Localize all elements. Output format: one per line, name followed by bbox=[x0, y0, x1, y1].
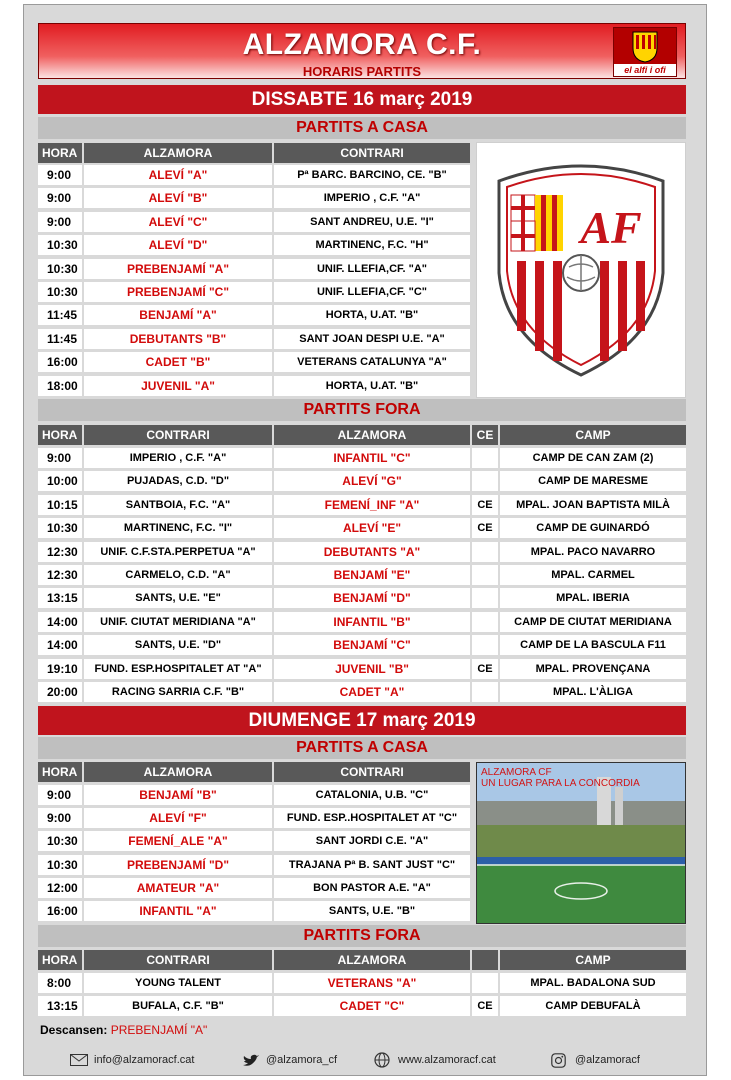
time-cell: 14:00 bbox=[38, 635, 82, 655]
time-cell: 10:30 bbox=[38, 282, 82, 302]
col-alzamora: ALZAMORA bbox=[84, 143, 272, 163]
alzamora-team-cell: JUVENIL "A" bbox=[84, 376, 272, 396]
time-cell: 13:15 bbox=[38, 588, 82, 608]
time-cell: 12:00 bbox=[38, 878, 82, 898]
opponent-cell: FUND. ESP.HOSPITALET AT "A" bbox=[84, 659, 272, 679]
alzamora-team-cell: INFANTIL "C" bbox=[274, 448, 470, 468]
venue-cell: MPAL. L'ÀLIGA bbox=[500, 682, 686, 702]
header-banner bbox=[38, 23, 686, 79]
alzamora-team-cell: CADET "A" bbox=[274, 682, 470, 702]
venue-cell: CAMP DEBUFALÀ bbox=[500, 996, 686, 1016]
col-alzamora: ALZAMORA bbox=[274, 425, 470, 445]
alzamora-team-cell: BENJAMÍ "D" bbox=[274, 588, 470, 608]
col-contrari: CONTRARI bbox=[84, 950, 272, 970]
club-crest-icon bbox=[477, 143, 685, 397]
opponent-cell: SANT JORDI C.E. "A" bbox=[274, 831, 470, 851]
ce-cell: CE bbox=[472, 996, 498, 1016]
col-alzamora: ALZAMORA bbox=[84, 762, 272, 782]
ce-cell bbox=[472, 588, 498, 608]
alzamora-team-cell: BENJAMÍ "B" bbox=[84, 785, 272, 805]
alzamora-team-cell: ALEVÍ "B" bbox=[84, 188, 272, 208]
col-camp: CAMP bbox=[500, 950, 686, 970]
ce-cell: CE bbox=[472, 495, 498, 515]
time-cell: 9:00 bbox=[38, 188, 82, 208]
venue-cell: CAMP DE GUINARDÓ bbox=[500, 518, 686, 538]
sunday-home-title: PARTITS A CASA bbox=[38, 737, 686, 759]
alzamora-team-cell: DEBUTANTS "B" bbox=[84, 329, 272, 349]
ce-cell bbox=[472, 635, 498, 655]
alzamora-team-cell: PREBENJAMÍ "A" bbox=[84, 259, 272, 279]
alzamora-team-cell: ALEVÍ "D" bbox=[84, 235, 272, 255]
photo-caption-line-2: UN LUGAR PARA LA CONCORDIA bbox=[481, 778, 640, 789]
twitter-icon bbox=[242, 1054, 260, 1068]
alzamora-team-cell: FEMENÍ_ALE "A" bbox=[84, 831, 272, 851]
time-cell: 10:30 bbox=[38, 518, 82, 538]
alzamora-team-cell: INFANTIL "B" bbox=[274, 612, 470, 632]
opponent-cell: MARTINENC, F.C. "I" bbox=[84, 518, 272, 538]
opponent-cell: SANTS, U.E. "B" bbox=[274, 901, 470, 921]
svg-text:AF: AF bbox=[580, 202, 642, 253]
opponent-cell: SANTS, U.E. "E" bbox=[84, 588, 272, 608]
alzamora-team-cell: AMATEUR "A" bbox=[84, 878, 272, 898]
club-logo-small bbox=[613, 27, 677, 77]
col-contrari: CONTRARI bbox=[274, 762, 470, 782]
sunday-home-header bbox=[38, 762, 474, 782]
time-cell: 9:00 bbox=[38, 448, 82, 468]
alzamora-team-cell: VETERANS "A" bbox=[274, 973, 470, 993]
time-cell: 19:10 bbox=[38, 659, 82, 679]
alzamora-team-cell: BENJAMÍ "A" bbox=[84, 305, 272, 325]
opponent-cell: UNIF. C.F.STA.PERPETUA "A" bbox=[84, 542, 272, 562]
ce-cell bbox=[472, 448, 498, 468]
time-cell: 9:00 bbox=[38, 808, 82, 828]
col-hora: HORA bbox=[38, 950, 82, 970]
opponent-cell: UNIF. CIUTAT MERIDIANA "A" bbox=[84, 612, 272, 632]
alzamora-team-cell: BENJAMÍ "E" bbox=[274, 565, 470, 585]
email-text: info@alzamoracf.cat bbox=[94, 1054, 195, 1066]
ce-cell bbox=[472, 542, 498, 562]
mail-icon bbox=[70, 1054, 88, 1066]
venue-cell: CAMP DE CIUTAT MERIDIANA bbox=[500, 612, 686, 632]
time-cell: 10:15 bbox=[38, 495, 82, 515]
sunday-away-header bbox=[38, 950, 686, 970]
club-crest bbox=[476, 142, 686, 398]
venue-cell: CAMP DE CAN ZAM (2) bbox=[500, 448, 686, 468]
venue-cell: MPAL. JOAN BAPTISTA MILÀ bbox=[500, 495, 686, 515]
alzamora-team-cell: CADET "C" bbox=[274, 996, 470, 1016]
venue-cell: MPAL. PACO NAVARRO bbox=[500, 542, 686, 562]
time-cell: 11:45 bbox=[38, 305, 82, 325]
time-cell: 10:30 bbox=[38, 235, 82, 255]
time-cell: 10:30 bbox=[38, 855, 82, 875]
opponent-cell: CARMELO, C.D. "A" bbox=[84, 565, 272, 585]
opponent-cell: MARTINENC, F.C. "H" bbox=[274, 235, 470, 255]
opponent-cell: BUFALA, C.F. "B" bbox=[84, 996, 272, 1016]
alzamora-team-cell: INFANTIL "A" bbox=[84, 901, 272, 921]
opponent-cell: PUJADAS, C.D. "D" bbox=[84, 471, 272, 491]
col-ce: CE bbox=[472, 425, 498, 445]
time-cell: 9:00 bbox=[38, 165, 82, 185]
time-cell: 11:45 bbox=[38, 329, 82, 349]
rest-line: Descansen: PREBENJAMÍ "A" bbox=[40, 1023, 208, 1037]
saturday-away-header bbox=[38, 425, 686, 445]
rest-value: PREBENJAMÍ "A" bbox=[110, 1023, 208, 1037]
venue-cell: CAMP DE LA BASCULA F11 bbox=[500, 635, 686, 655]
photo-caption-line-1: ALZAMORA CF bbox=[481, 767, 552, 778]
venue-cell: MPAL. BADALONA SUD bbox=[500, 973, 686, 993]
time-cell: 14:00 bbox=[38, 612, 82, 632]
opponent-cell: FUND. ESP..HOSPITALET AT "C" bbox=[274, 808, 470, 828]
page-subtitle: HORARIS PARTITS bbox=[302, 64, 422, 79]
venue-cell: CAMP DE MARESME bbox=[500, 471, 686, 491]
opponent-cell: CATALONIA, U.B. "C" bbox=[274, 785, 470, 805]
time-cell: 12:30 bbox=[38, 565, 82, 585]
col-alzamora: ALZAMORA bbox=[274, 950, 470, 970]
time-cell: 9:00 bbox=[38, 212, 82, 232]
alzamora-team-cell: ALEVÍ "F" bbox=[84, 808, 272, 828]
col-camp: CAMP bbox=[500, 425, 686, 445]
instagram-text: @alzamoracf bbox=[575, 1054, 640, 1066]
time-cell: 16:00 bbox=[38, 352, 82, 372]
col-hora: HORA bbox=[38, 425, 82, 445]
saturday-home-header bbox=[38, 143, 474, 163]
opponent-cell: IMPERIO , C.F. "A" bbox=[84, 448, 272, 468]
alzamora-team-cell: ALEVÍ "C" bbox=[84, 212, 272, 232]
time-cell: 10:30 bbox=[38, 831, 82, 851]
time-cell: 20:00 bbox=[38, 682, 82, 702]
rest-label: Descansen bbox=[40, 1023, 104, 1037]
alzamora-team-cell: CADET "B" bbox=[84, 352, 272, 372]
opponent-cell: TRAJANA Pª B. SANT JUST "C" bbox=[274, 855, 470, 875]
saturday-away-title: PARTITS FORA bbox=[38, 399, 686, 421]
opponent-cell: UNIF. LLEFIA,CF. "C" bbox=[274, 282, 470, 302]
col-hora: HORA bbox=[38, 762, 82, 782]
time-cell: 16:00 bbox=[38, 901, 82, 921]
sunday-away-title: PARTITS FORA bbox=[38, 925, 686, 947]
saturday-date-band: DISSABTE 16 març 2019 bbox=[38, 85, 686, 114]
photo-caption bbox=[481, 767, 640, 789]
alzamora-team-cell: FEMENÍ_INF "A" bbox=[274, 495, 470, 515]
ce-cell bbox=[472, 973, 498, 993]
opponent-cell: BON PASTOR A.E. "A" bbox=[274, 878, 470, 898]
ce-cell bbox=[472, 682, 498, 702]
col-ce bbox=[472, 950, 498, 970]
alzamora-team-cell: DEBUTANTS "A" bbox=[274, 542, 470, 562]
globe-icon bbox=[374, 1052, 390, 1068]
time-cell: 10:30 bbox=[38, 259, 82, 279]
twitter-text: @alzamora_cf bbox=[266, 1054, 338, 1066]
small-crest-icon bbox=[614, 28, 676, 64]
ce-cell bbox=[472, 471, 498, 491]
venue-cell: MPAL. IBERIA bbox=[500, 588, 686, 608]
ce-cell bbox=[472, 612, 498, 632]
alzamora-team-cell: JUVENIL "B" bbox=[274, 659, 470, 679]
alzamora-team-cell: ALEVÍ "A" bbox=[84, 165, 272, 185]
logo-label: el alfi i ofi bbox=[624, 65, 666, 75]
opponent-cell: IMPERIO , C.F. "A" bbox=[274, 188, 470, 208]
page-title: ALZAMORA C.F. bbox=[242, 28, 482, 61]
col-contrari: CONTRARI bbox=[274, 143, 470, 163]
alzamora-team-cell: PREBENJAMÍ "C" bbox=[84, 282, 272, 302]
opponent-cell: YOUNG TALENT bbox=[84, 973, 272, 993]
opponent-cell: Pª BARC. BARCINO, CE. "B" bbox=[274, 165, 470, 185]
opponent-cell: HORTA, U.AT. "B" bbox=[274, 376, 470, 396]
time-cell: 10:00 bbox=[38, 471, 82, 491]
venue-cell: MPAL. CARMEL bbox=[500, 565, 686, 585]
time-cell: 9:00 bbox=[38, 785, 82, 805]
time-cell: 12:30 bbox=[38, 542, 82, 562]
time-cell: 18:00 bbox=[38, 376, 82, 396]
sunday-date-band: DIUMENGE 17 març 2019 bbox=[38, 706, 686, 735]
schedule-sheet bbox=[23, 4, 707, 1076]
alzamora-team-cell: ALEVÍ "G" bbox=[274, 471, 470, 491]
opponent-cell: RACING SARRIA C.F. "B" bbox=[84, 682, 272, 702]
opponent-cell: UNIF. LLEFIA,CF. "A" bbox=[274, 259, 470, 279]
time-cell: 13:15 bbox=[38, 996, 82, 1016]
stadium-photo bbox=[476, 762, 686, 924]
ce-cell: CE bbox=[472, 659, 498, 679]
opponent-cell: SANTBOIA, F.C. "A" bbox=[84, 495, 272, 515]
venue-cell: MPAL. PROVENÇANA bbox=[500, 659, 686, 679]
time-cell: 8:00 bbox=[38, 973, 82, 993]
alzamora-team-cell: PREBENJAMÍ "D" bbox=[84, 855, 272, 875]
ce-cell: CE bbox=[472, 518, 498, 538]
opponent-cell: VETERANS CATALUNYA "A" bbox=[274, 352, 470, 372]
alzamora-team-cell: ALEVÍ "E" bbox=[274, 518, 470, 538]
col-hora: HORA bbox=[38, 143, 82, 163]
ce-cell bbox=[472, 565, 498, 585]
opponent-cell: SANT ANDREU, U.E. "I" bbox=[274, 212, 470, 232]
instagram-icon bbox=[551, 1053, 566, 1068]
web-text: www.alzamoracf.cat bbox=[398, 1054, 496, 1066]
footer bbox=[24, 1051, 706, 1069]
opponent-cell: SANT JOAN DESPI U.E. "A" bbox=[274, 329, 470, 349]
saturday-home-title: PARTITS A CASA bbox=[38, 117, 686, 139]
opponent-cell: SANTS, U.E. "D" bbox=[84, 635, 272, 655]
opponent-cell: HORTA, U.AT. "B" bbox=[274, 305, 470, 325]
col-contrari: CONTRARI bbox=[84, 425, 272, 445]
alzamora-team-cell: BENJAMÍ "C" bbox=[274, 635, 470, 655]
